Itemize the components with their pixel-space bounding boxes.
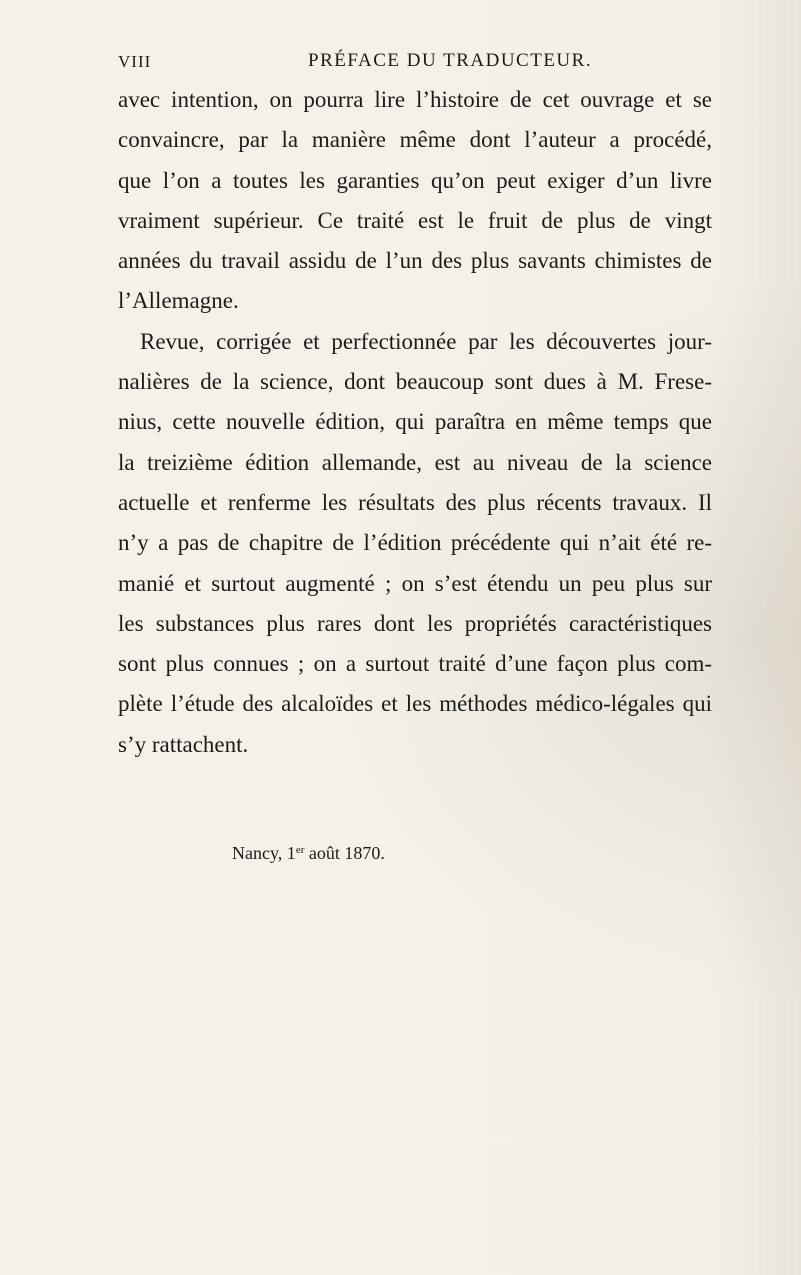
text-line: avec intention, on pourra lire l’histoire de cet ouvrage et se	[118, 87, 712, 112]
running-title: PRÉFACE DU TRADUCTEUR.	[308, 50, 593, 71]
signature-place: Nancy, 1	[232, 843, 296, 863]
text-line: que l’on a toutes les garanties qu’on peut exiger d’un livre	[118, 167, 712, 193]
text-line: nius, cette nouvelle édition, qui paraîtra en même temps que	[118, 409, 712, 435]
text-line: années du travail assidu de l’un des plus savants chimistes de	[118, 248, 712, 274]
text-line: s’y rattachent.	[118, 731, 249, 757]
signature-date: août 1870.	[304, 843, 385, 863]
text-line: Revue, corrigée et perfectionnée par les découvertes jour-	[140, 328, 712, 354]
body-text	[118, 80, 712, 765]
text-line: convaincre, par la manière même dont l’auteur a procédé,	[118, 127, 712, 153]
text-line: les substances plus rares dont les propriétés caractéristiques	[118, 610, 712, 636]
text-line: manié et surtout augmenté ; on s’est étendu un peu plus sur	[118, 570, 712, 596]
signature-line	[232, 843, 385, 864]
text-line: plète l’étude des alcaloïdes et les méthodes médico-légales qui	[118, 691, 712, 717]
text-line: nalières de la science, dont beaucoup sont dues à M. Frese-	[118, 369, 712, 395]
text-line: vraiment supérieur. Ce traité est le fruit de plus de vingt	[118, 207, 712, 233]
page-number: VIII	[118, 52, 152, 71]
signature-superscript: er	[295, 844, 305, 856]
text-line: actuelle et renferme les résultats des plus récents travaux. Il	[118, 489, 712, 515]
page-header	[118, 50, 712, 80]
text-line: sont plus connues ; on a surtout traité d’une façon plus com-	[118, 651, 712, 677]
text-line: la treizième édition allemande, est au niveau de la science	[118, 449, 712, 475]
text-line: n’y a pas de chapitre de l’édition précédente qui n’ait été re-	[118, 530, 712, 556]
text-line: l’Allemagne.	[118, 288, 239, 314]
